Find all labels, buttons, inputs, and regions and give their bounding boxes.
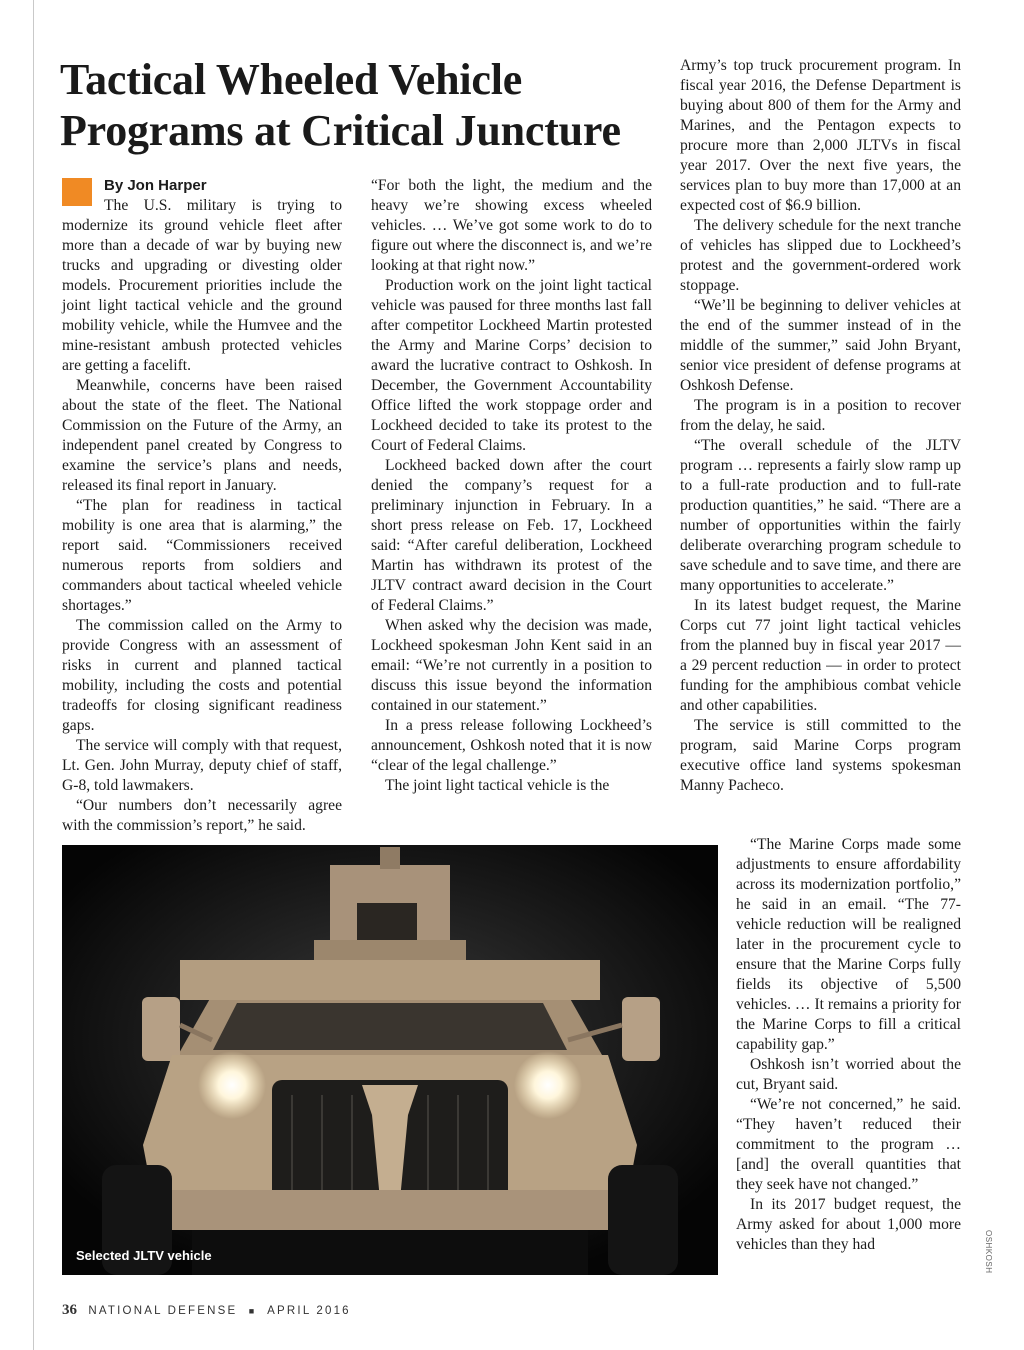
byline-text: By Jon Harper	[104, 177, 207, 194]
paragraph: Production work on the joint light tactical vehicle was paused for three months last fall after competitor Lockheed Martin protested the Army and Marine Corps’ decision to award the lucrative contract to Oshkosh. In December, the Government Accountability Office lifted the work stoppage order and Lockheed decided to take its protest to the Court of Federal Claims.	[371, 277, 652, 454]
undercarriage	[192, 1230, 588, 1275]
turret-window	[357, 903, 417, 945]
right-mirror	[622, 997, 660, 1061]
jltv-photo	[62, 845, 718, 1275]
article-title	[60, 54, 660, 156]
paragraph: Army’s top truck procurement program. In fiscal year 2016, the Defense Department is buying about 800 of them for the Army and Marines, and the Pentagon expects to procure more than 2,000 JLTVs in fiscal year 2017. Over the next five years, the services plan to buy more than 17,000 at an expected cost of $6.9 billion.	[680, 57, 961, 214]
page-margin-rule	[33, 0, 34, 1350]
turret-ring	[314, 940, 466, 962]
right-headlight	[514, 1051, 582, 1119]
paragraph: In a press release following Lockheed’s announcement, Oshkosh noted that it is now “clear of the legal challenge.”	[371, 717, 652, 774]
turret-sensor	[380, 847, 400, 869]
paragraph: “We’re not concerned,” he said. “They haven’t reduced their commitment to the program … [and] the overall quantities that they seek have not changed.”	[736, 1096, 961, 1193]
paragraph: The commission called on the Army to provide Congress with an assessment of risks in current and planned tactical mobility, including the costs and potential tradeoffs for closing significant readiness gaps.	[62, 617, 342, 734]
byline	[62, 176, 342, 196]
paragraph: Oshkosh isn’t worried about the cut, Bryant said.	[736, 1056, 961, 1093]
paragraph: The service is still committed to the program, said Marine Corps program executive office land systems spokesman Manny Pacheco.	[680, 717, 961, 794]
paragraph: “The Marine Corps made some adjustments to ensure affordability across its modernization portfolio,” he said in an email. “The 77-vehicle reduction will be realigned later in the procurement cycle to ensure that the Marine Corps fully fields its objective of 5,500 vehicles. … It remains a priority for the Marine Corps to fill a critical capability gap.”	[736, 836, 961, 1053]
paragraph: Lockheed backed down after the court denied the company’s request for a preliminary injunction in February. In a short press release on Feb. 17, Lockheed said: “After careful deliberation, Lockheed Martin has withdrawn its protest of the JLTV contract award decision in the Court of Federal Claims.”	[371, 457, 652, 614]
article-column-3-continued	[736, 835, 961, 1255]
paragraph: The delivery schedule for the next tranche of vehicles has slipped due to Lockheed’s protest and the government-ordered work stoppage.	[680, 217, 961, 294]
paragraph: The service will comply with that request, Lt. Gen. John Murray, deputy chief of staff, G-8, told lawmakers.	[62, 737, 342, 794]
paragraph: “Our numbers don’t necessarily agree with the commission’s report,” he said.	[62, 797, 342, 834]
title-line-1: Tactical Wheeled Vehicle	[60, 55, 523, 104]
paragraph: “The overall schedule of the JLTV program … represents a fairly slow ramp up to a full-rate production and to full-rate production quantities,” he said. “There are a number of opportunities within the fairly deliberate overarching program schedule to save schedule and to save time, and there are many opportunities to accelerate.”	[680, 437, 961, 594]
paragraph: The joint light tactical vehicle is the	[385, 777, 610, 794]
issue-date: APRIL 2016	[267, 1305, 351, 1317]
publication-name: NATIONAL DEFENSE	[88, 1305, 238, 1317]
paragraph: “We’ll be beginning to deliver vehicles at the end of the summer instead of in the middle of the summer,” said John Bryant, senior vice president of defense programs at Oshkosh Defense.	[680, 297, 961, 394]
photo-caption: Selected JLTV vehicle	[76, 1248, 212, 1263]
section-marker	[62, 178, 92, 206]
left-mirror	[142, 997, 180, 1061]
paragraph: The U.S. military is trying to modernize its ground vehicle fleet after more than a decade of war by buying new trucks and upgrading or divesting older models. Procurement priorities include the joint light tactical vehicle and the ground mobility vehicle, while the Humvee and the mine-resistant ambush protected vehicles are getting a facelift.	[62, 197, 342, 374]
article-column-3	[680, 56, 961, 796]
roof	[180, 960, 600, 1000]
article-column-2	[371, 176, 652, 796]
left-headlight	[198, 1051, 266, 1119]
windshield	[213, 1003, 567, 1050]
footer-separator: ■	[248, 1306, 257, 1316]
title-line-2: Programs at Critical Juncture	[60, 106, 621, 155]
paragraph: In its 2017 budget request, the Army asked for about 1,000 more vehicles than they had	[736, 1196, 961, 1253]
paragraph: In its latest budget request, the Marine Corps cut 77 joint light tactical vehicles from the planned buy in fiscal year 2017 — a 29 percent reduction — in order to protect funding for the amphibious combat vehicle and other capabilities.	[680, 597, 961, 714]
paragraph: “The plan for readiness in tactical mobility is one area that is alarming,” the report said. “Commissioners received numerous reports from soldiers and commanders about tactical wheeled vehicle shortages.”	[62, 497, 342, 614]
article-column-1	[62, 176, 342, 836]
page-footer	[62, 1302, 351, 1319]
paragraph: The program is in a position to recover from the delay, he said.	[680, 397, 961, 434]
photo-credit-text: OSHKOSH	[984, 1230, 993, 1274]
paragraph: When asked why the decision was made, Lockheed spokesman John Kent said in an email: “We’re not currently in a position to discuss this issue beyond the information contained in our statement.”	[371, 617, 652, 714]
photo-credit	[981, 1230, 993, 1274]
page-number: 36	[62, 1302, 77, 1318]
paragraph: “For both the light, the medium and the heavy we’re showing excess wheeled vehicles. … We’ve got some work to do to figure out where the disconnect is, and we’re looking at that right now.”	[371, 177, 652, 274]
bumper	[152, 1190, 628, 1230]
right-wheel	[608, 1165, 678, 1275]
paragraph: Meanwhile, concerns have been raised about the state of the fleet. The National Commission on the Future of the Army, an independent panel created by Congress to examine the service’s plans and needs, released its final report in January.	[62, 377, 342, 494]
jltv-vehicle-illustration	[62, 845, 718, 1275]
